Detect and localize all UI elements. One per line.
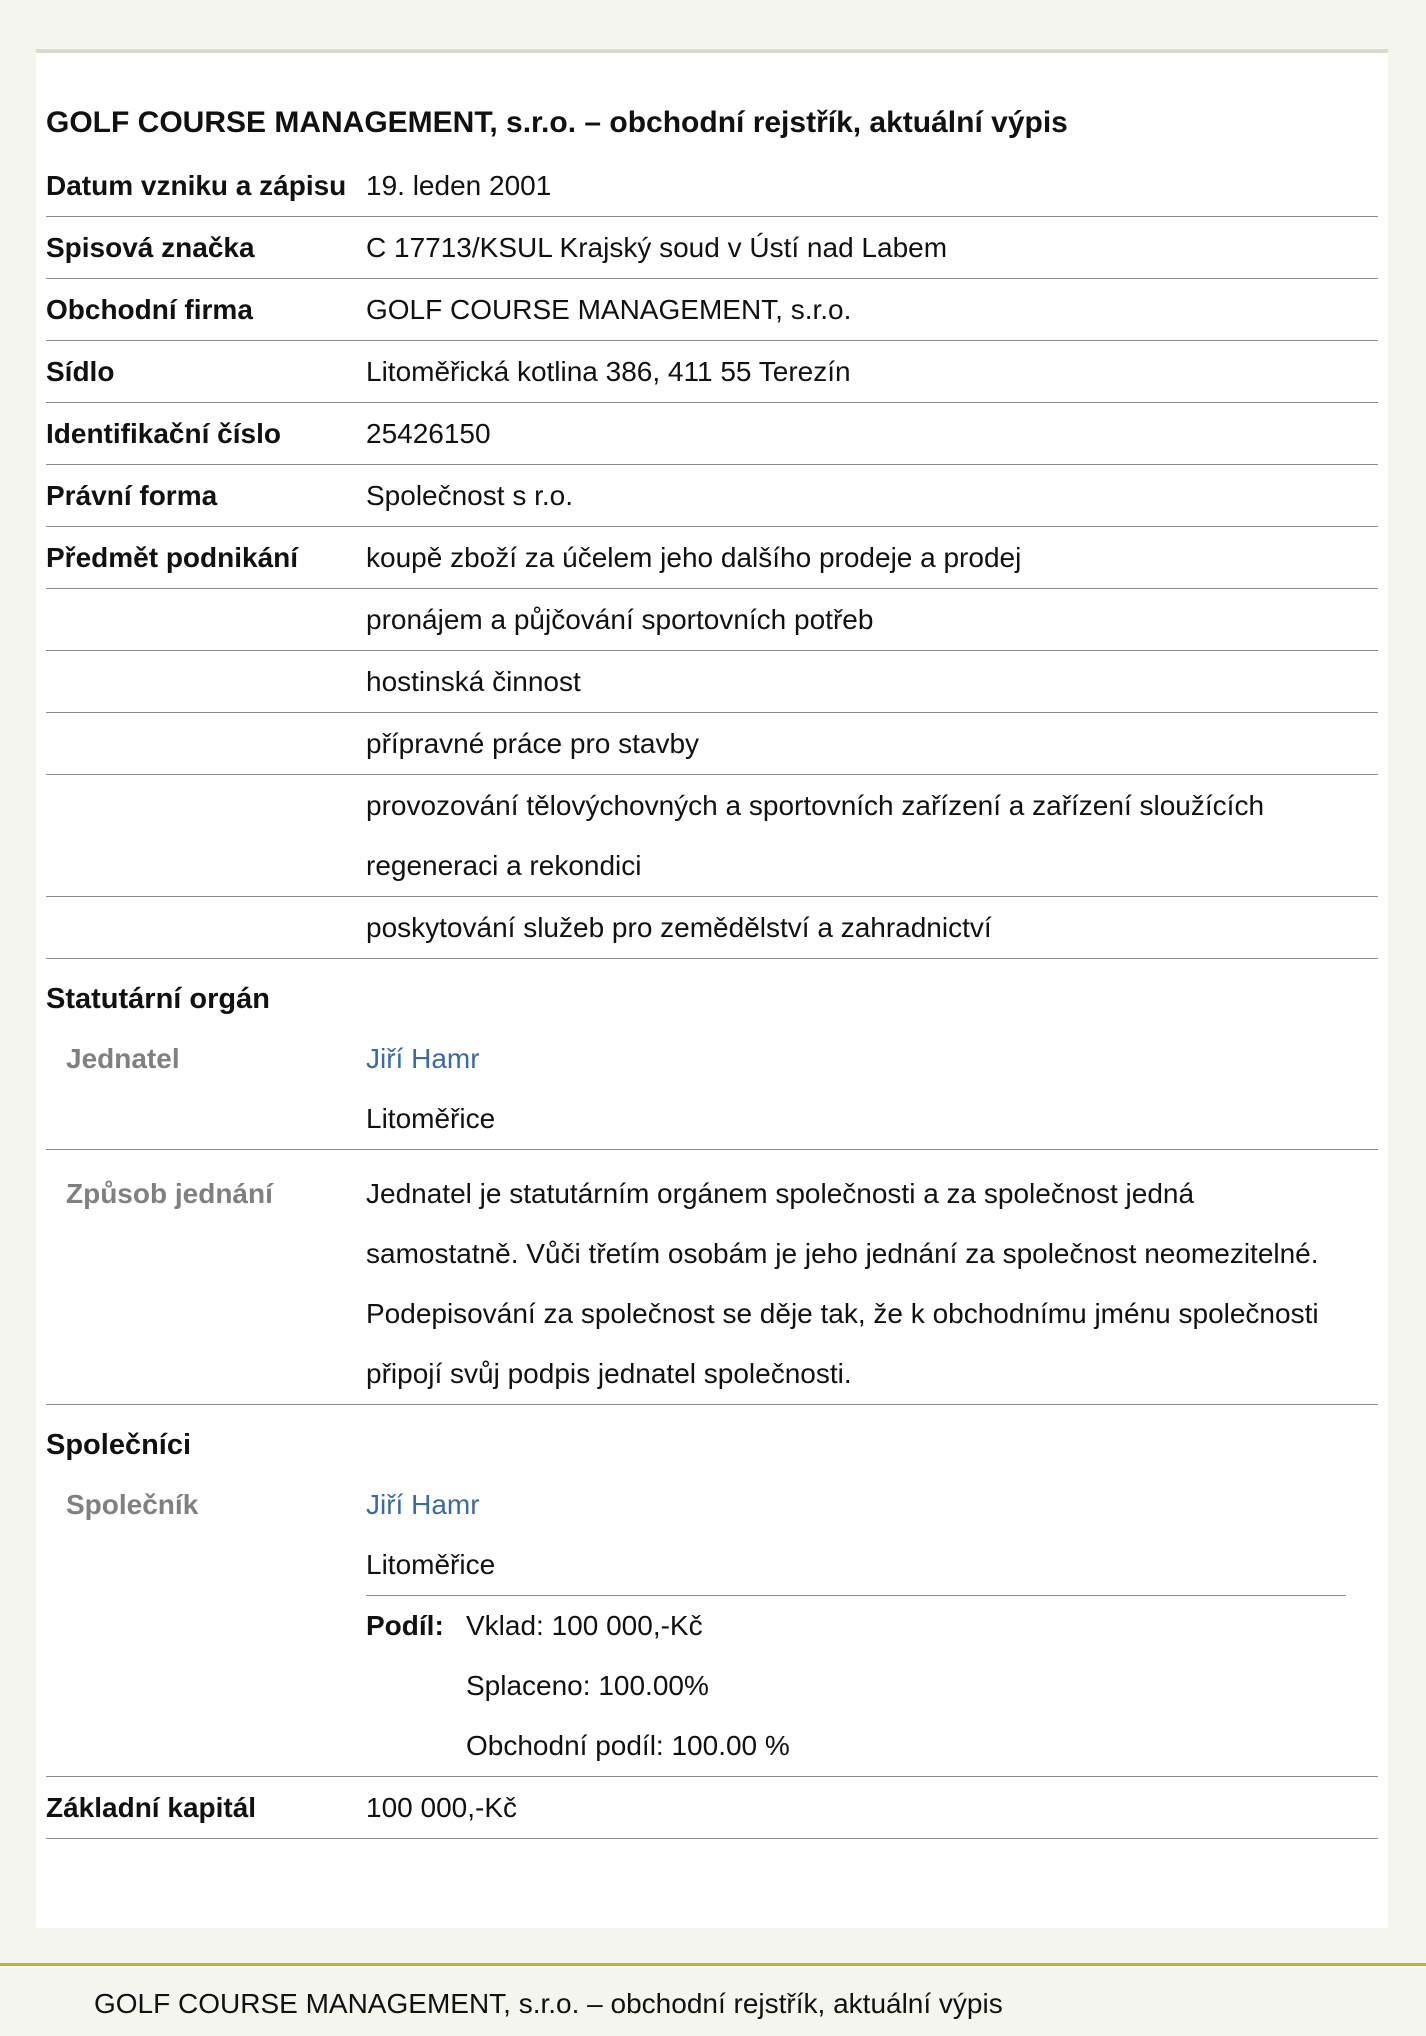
row-label: Sídlo	[46, 356, 115, 387]
person-link[interactable]: Jiří Hamr	[366, 1489, 480, 1520]
row-value: provozování tělovýchovných a sportovních zařízení a zařízení sloužících regeneraci a rekondici	[366, 790, 1265, 881]
section-statutarni-organ: Statutární orgán	[46, 983, 270, 1015]
row-value: 25426150	[366, 418, 491, 449]
row-label: Spisová značka	[46, 232, 255, 263]
row-value: hostinská činnost	[366, 666, 581, 697]
person-link[interactable]: Jiří Hamr	[366, 1043, 480, 1074]
row-value: pronájem a půjčování sportovních potřeb	[366, 604, 874, 635]
row-zpusob-jednani	[46, 1150, 1378, 1405]
share-splaceno: Splaceno: 100.00%	[466, 1670, 709, 1701]
page-title: GOLF COURSE MANAGEMENT, s.r.o. – obchodní rejstřík, aktuální výpis	[46, 106, 1068, 139]
row-sidlo	[46, 341, 1378, 403]
share-obchodni-podil: Obchodní podíl: 100.00 %	[466, 1730, 790, 1761]
document-card	[36, 49, 1388, 1928]
row-predmet-0	[46, 527, 1378, 589]
row-value: Litoměřická kotlina 386, 411 55 Terezín	[366, 356, 851, 387]
row-value: 100 000,-Kč	[366, 1792, 517, 1823]
row-obchodni-firma	[46, 279, 1378, 341]
person-city: Litoměřice	[366, 1549, 496, 1580]
person-city: Litoměřice	[366, 1103, 496, 1134]
row-predmet-1	[46, 589, 1378, 651]
row-pravni-forma	[46, 465, 1378, 527]
share-label: Podíl:	[366, 1610, 444, 1641]
share-box	[366, 1595, 1346, 1776]
row-ico	[46, 403, 1378, 465]
row-label: Právní forma	[46, 480, 218, 511]
section-spolecnici: Společníci	[46, 1429, 192, 1461]
row-value: Jednatel je statutárním orgánem společnosti a za společnost jedná samostatně. Vůči třetím osobám je jeho jednání za společnost neomezitelné. Podepisování za společnost se děje tak, že k obchodnímu jménu společnosti připojí svůj podpis jednatel společnosti.	[366, 1178, 1319, 1389]
row-label: Společník	[66, 1489, 199, 1520]
row-value: přípravné práce pro stavby	[366, 728, 700, 759]
row-label: Předmět podnikání	[46, 542, 299, 573]
row-label: Jednatel	[66, 1043, 180, 1074]
row-value: poskytování služeb pro zemědělství a zahradnictví	[366, 912, 992, 943]
row-value: koupě zboží za účelem jeho dalšího prodeje a prodej	[366, 542, 1022, 573]
row-datum-vzniku	[46, 155, 1378, 217]
row-jednatel	[46, 1029, 1378, 1150]
row-predmet-4	[46, 775, 1378, 897]
row-spolecnik	[46, 1475, 1378, 1777]
row-predmet-3	[46, 713, 1378, 775]
row-label: Obchodní firma	[46, 294, 253, 325]
footer-text: GOLF COURSE MANAGEMENT, s.r.o. – obchodní rejstřík, aktuální výpis	[94, 1988, 1003, 2019]
row-label: Způsob jednání	[66, 1178, 273, 1209]
share-vklad: Vklad: 100 000,-Kč	[466, 1610, 703, 1641]
row-zakladni-kapital	[46, 1777, 1378, 1839]
row-value: GOLF COURSE MANAGEMENT, s.r.o.	[366, 294, 852, 325]
row-predmet-5	[46, 897, 1378, 959]
row-value: 19. leden 2001	[366, 170, 552, 201]
footer-divider	[0, 1963, 1426, 1966]
row-label: Identifikační číslo	[46, 418, 281, 449]
row-value: C 17713/KSUL Krajský soud v Ústí nad Labem	[366, 232, 948, 263]
row-value: Společnost s r.o.	[366, 480, 574, 511]
row-label: Datum vzniku a zápisu	[46, 170, 347, 201]
row-spisova-znacka	[46, 217, 1378, 279]
row-predmet-2	[46, 651, 1378, 713]
row-label: Základní kapitál	[46, 1792, 257, 1823]
